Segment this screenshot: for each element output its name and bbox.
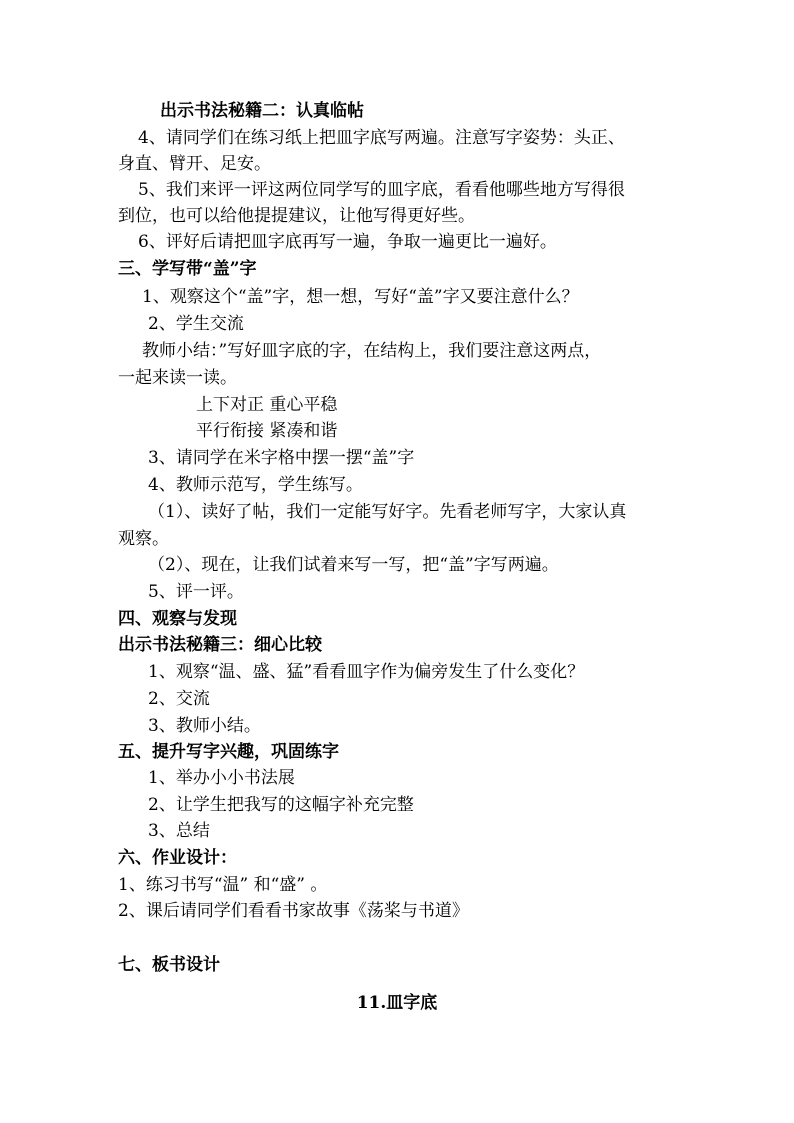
paragraph-line: 2、让学生把我写的这幅字补充完整 <box>148 795 414 815</box>
paragraph-line: 身直、臂开、足安。 <box>118 154 271 174</box>
paragraph-line: 6、评好后请把皿字底再写一遍，争取一遍更比一遍好。 <box>138 232 557 252</box>
section-heading: 五、提升写字兴趣，巩固练字 <box>118 742 339 762</box>
paragraph-line: （1）、读好了帖，我们一定能写好字。先看老师写字，大家认真 <box>148 502 627 522</box>
section-heading: 出示书法秘籍二：认真临帖 <box>160 101 364 121</box>
section-heading: 四、观察与发现 <box>118 609 237 629</box>
paragraph-line: 2、学生交流 <box>148 314 244 334</box>
paragraph-line: 5、评一评。 <box>148 582 244 602</box>
summary-point: 平行衔接 紧凑和谐 <box>196 421 338 441</box>
paragraph-line: （2）、现在，让我们试着来写一写，把“盖”字写两遍。 <box>148 555 559 575</box>
paragraph-line: 1、观察“温、盛、猛”看看皿字作为偏旁发生了什么变化？ <box>148 662 585 682</box>
paragraph-line: 1、观察这个“盖”字，想一想，写好“盖”字又要注意什么？ <box>142 287 579 307</box>
paragraph-line: 观察。 <box>118 529 169 549</box>
paragraph-line: 4、请同学们在练习纸上把皿字底写两遍。注意写字姿势：头正、 <box>138 128 625 148</box>
board-title: 11.皿字底 <box>356 993 438 1013</box>
paragraph-line: 2、课后请同学们看看书家故事《荡桨与书道》 <box>118 901 469 921</box>
paragraph-line: 3、请同学在米字格中摆一摆“盖”字 <box>148 448 415 468</box>
section-heading: 七、板书设计 <box>118 955 220 975</box>
paragraph-line: 教师小结：”写好皿字底的字，在结构上，我们要注意这两点， <box>142 341 602 361</box>
paragraph-line: 4、教师示范写，学生练写。 <box>148 475 363 495</box>
paragraph-line: 3、总结 <box>148 821 210 841</box>
section-heading: 三、学写带“盖”字 <box>118 259 257 279</box>
section-heading: 出示书法秘籍三：细心比较 <box>118 635 322 655</box>
paragraph-line: 1、练习书写“温” 和“盛” 。 <box>118 875 328 895</box>
paragraph-line: 2、交流 <box>148 689 210 709</box>
paragraph-line: 一起来读一读。 <box>118 368 237 388</box>
paragraph-line: 3、教师小结。 <box>148 716 261 736</box>
paragraph-line: 5、我们来评一评这两位同学写的皿字底，看看他哪些地方写得很 <box>138 180 625 200</box>
summary-point: 上下对正 重心平稳 <box>196 395 338 415</box>
paragraph-line: 1、举办小小书法展 <box>148 768 295 788</box>
paragraph-line: 到位，也可以给他提提建议，让他写得更好些。 <box>118 206 475 226</box>
section-heading: 六、作业设计： <box>118 848 237 868</box>
